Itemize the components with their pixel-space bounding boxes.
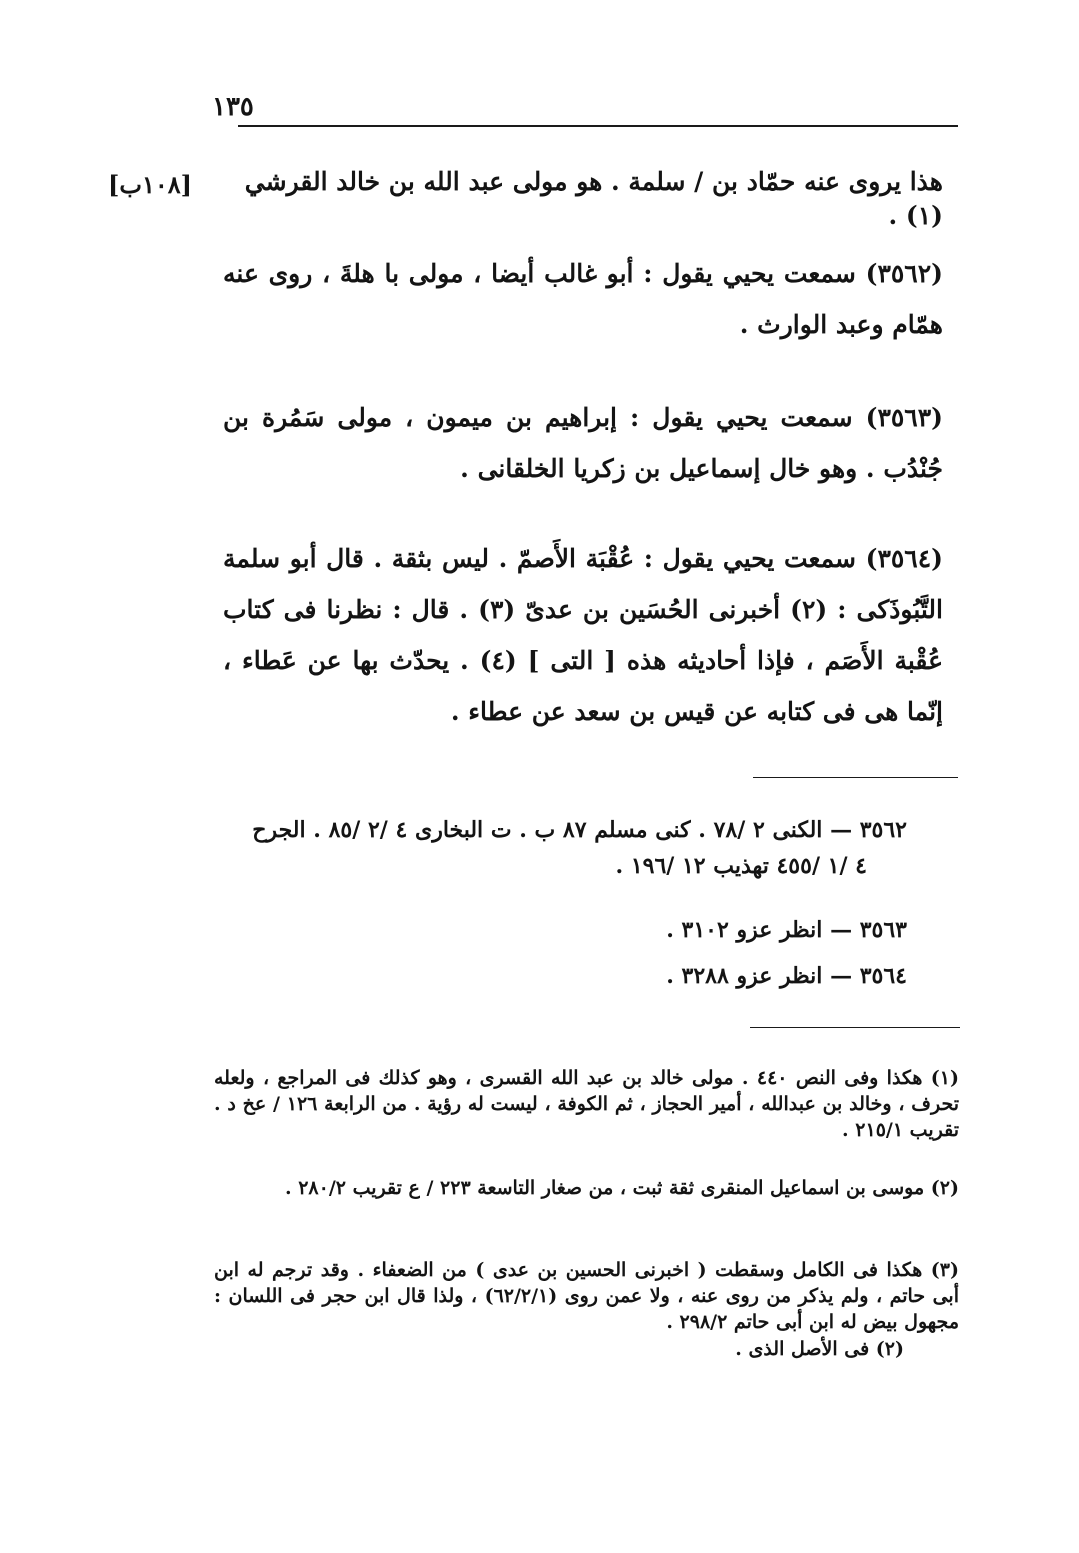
- footnote: (٣) هكذا فى الكامل وسقطت ( اخبرنى الحسين بن عدى ) من الضعفاء . وقد ترجم له ابن أبى حاتم ، ولم يذكر من روى عنه ، ولا عمن روى (٦٢/٢/١) ، ولذا قال ابن حجر فى اللسان : مجهول بيض له ابن أبى حاتم ٢٩٨/٢ .: [214, 1259, 959, 1333]
- footnotes-rule: [750, 1027, 960, 1028]
- source-reference: [217, 812, 907, 884]
- source-reference: [217, 958, 907, 994]
- source-line: ٣٥٦٢ — الكنى ٢ /٧٨ . كنى مسلم ٨٧ ب . ت البخارى ٤ /٢ /٨٥ . الجرح: [252, 817, 907, 843]
- sources-rule: [753, 777, 958, 778]
- footnote: (٢) فى الأصل الذى .: [735, 1338, 904, 1360]
- source-reference: [217, 912, 907, 948]
- source-line: ٤ /١ /٤٥٥ تهذيب ١٢ /١٩٦ .: [615, 853, 867, 879]
- entry-paragraph: (٣٥٦٣) سمعت يحيي يقول : إبراهيم بن ميمون ، مولى سَمُرة بن جُنْدُب . وهو خال إسماعيل بن زكريا الخلقانى .: [223, 403, 943, 483]
- footnote: (١) هكذا وفى النص ٤٤٠ . مولى خالد بن عبد الله القسرى ، وهو كذلك فى المراجع ، ولعله تحرف ، وخالد بن عبدالله ، أمير الحجاز ، ثم الكوفة ، ليست له رؤية . من الرابعة ١٢٦ / عخ د . تقريب ٢١٥/١ .: [214, 1067, 959, 1141]
- opening-paragraph: هذا يروى عنه حمّاد بن / سلمة . هو مولى عبد الله بن خالد القرشي (١) .: [244, 167, 943, 230]
- folio-marker: [١٠٨ب]: [108, 170, 192, 199]
- source-line: ٣٥٦٣ — انظر عزو ٣١٠٢ .: [666, 917, 907, 943]
- page-number: ١٣٥: [212, 92, 254, 122]
- footnote: (٢) موسى بن اسماعيل المنقرى ثقة ثبت ، من صغار التاسعة ٢٢٣ / ع تقريب ٢٨٠/٢ .: [284, 1177, 959, 1199]
- entry-paragraph: (٣٥٦٢) سمعت يحيي يقول : أبو غالب أيضا ، مولى با هلةَ ، روى عنه همّام وعبد الوارث .: [223, 259, 943, 339]
- header-rule: [238, 125, 958, 127]
- source-line: ٣٥٦٤ — انظر عزو ٣٢٨٨ .: [666, 963, 907, 989]
- entry-paragraph: (٣٥٦٤) سمعت يحيي يقول : عُقْبَة الأَصمّ . ليس بثقة . قال أبو سلمة التَّبُوذَكى : (٢) أخبرنى الحُسَين بن عدىّ (٣) . قال : نظرنا فى كتاب عُقْبة الأَصَم ، فإذا أحاديثه هذه [ التى ] (٤) . يحدّث بها عن عَطاء ، إنّما هى فى كتابه عن قيس بن سعد عن عطاء .: [223, 544, 943, 726]
